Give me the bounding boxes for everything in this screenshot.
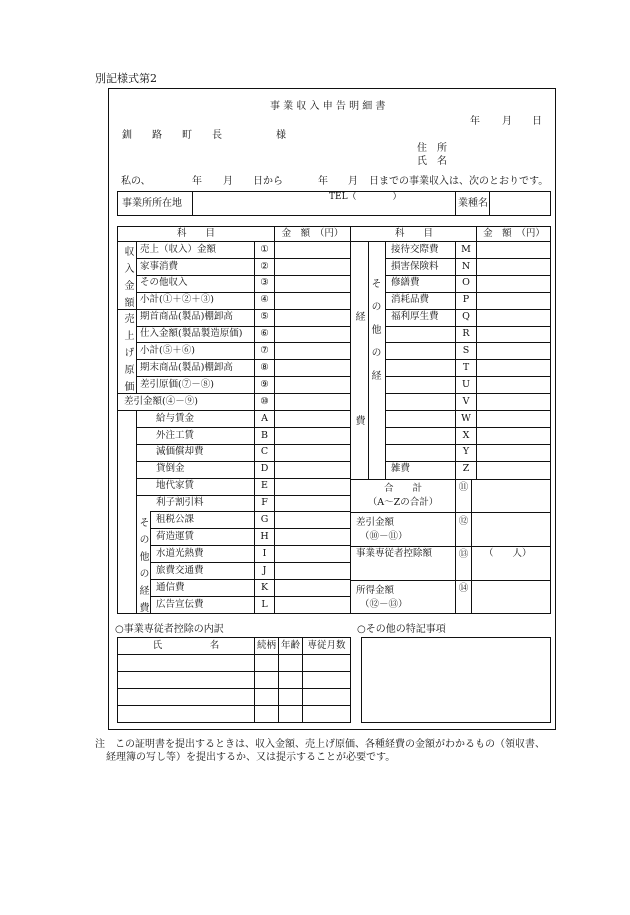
right-row-amount-field[interactable]	[477, 292, 550, 309]
right-row-code: P	[462, 294, 470, 306]
diff-amount-sub: （⑩－⑪）	[360, 531, 408, 543]
left-row-amount-field[interactable]	[275, 326, 349, 343]
left-row-amount-field[interactable]	[275, 393, 349, 410]
left-row-code: ⑧	[260, 361, 269, 373]
business-type-label: 業種名	[458, 198, 488, 209]
left-row-amount-field[interactable]	[275, 528, 349, 545]
statement-day1: 日から	[253, 176, 283, 187]
left-row-label: 荷造運賃	[156, 530, 195, 542]
left-row-code: ②	[260, 260, 269, 272]
left-row-amount-field[interactable]	[275, 478, 349, 495]
right-row-amount-field[interactable]	[477, 393, 550, 410]
left-row-code: L	[261, 598, 268, 610]
left-row-amount-field[interactable]	[275, 292, 349, 309]
income-amount-sub: （⑫－⑬）	[360, 599, 408, 611]
right-row-code: U	[461, 378, 470, 390]
right-row-code: O	[462, 277, 470, 289]
left-row-amount-field[interactable]	[275, 359, 349, 376]
right-row-label	[391, 342, 455, 359]
right-row-amount-field[interactable]	[477, 410, 550, 427]
left-row-amount-field[interactable]	[275, 258, 349, 275]
form-label: 別記様式第2	[95, 72, 157, 85]
right-row-code: Q	[462, 311, 470, 323]
family-deduction-label: 事業専従者控除額	[356, 548, 433, 560]
right-row-code: X	[462, 429, 470, 441]
diff-amount-field[interactable]	[472, 514, 550, 545]
right-row-amount-field[interactable]	[477, 342, 550, 359]
right-row-amount-field[interactable]	[477, 275, 550, 292]
group-cogs-label: 売上げ原価	[122, 313, 133, 398]
left-row-amount-field[interactable]	[275, 376, 349, 393]
left-row-code: I	[262, 547, 267, 559]
left-row-amount-field[interactable]	[275, 495, 349, 512]
applicant-name-label: 氏 名	[417, 156, 447, 167]
family-deduction-field[interactable]	[472, 562, 550, 579]
right-row-amount-field[interactable]	[477, 326, 550, 343]
right-row-code: S	[462, 345, 470, 357]
addressee-name: 釧 路 町 長	[122, 130, 222, 141]
diff-amount-label: 差引金額	[356, 517, 395, 529]
notes-field[interactable]	[361, 637, 551, 723]
left-row-amount-field[interactable]	[275, 562, 349, 579]
right-header-item: 科 目	[394, 228, 433, 240]
right-row-amount-field[interactable]	[477, 461, 550, 478]
left-row-label: 期首商品(製品)棚卸高	[140, 311, 233, 323]
right-row-label	[391, 359, 455, 376]
left-row-label: 減価償却費	[156, 446, 204, 458]
diff-amount-code: ⑫	[458, 516, 469, 528]
right-row-label: 消耗品費	[391, 294, 430, 306]
left-row-code: ⑦	[260, 345, 269, 357]
total-sum-label: 合 計	[383, 483, 422, 495]
left-row-label: 利子割引料	[156, 497, 204, 509]
income-amount-field[interactable]	[472, 581, 550, 613]
total-sum-sub: （A～Zの合計）	[367, 497, 439, 509]
left-row-code: ①	[260, 243, 269, 255]
applicant-address-label: 住 所	[417, 143, 447, 154]
left-row-code: J	[262, 564, 267, 576]
left-row-amount-field[interactable]	[275, 342, 349, 359]
right-row-label: 福利厚生費	[391, 311, 439, 323]
left-row-amount-field[interactable]	[275, 275, 349, 292]
right-row-amount-field[interactable]	[477, 376, 550, 393]
right-row-amount-field[interactable]	[477, 427, 550, 444]
office-phone-label: TEL（ ）	[329, 192, 402, 202]
right-row-label: 接待交際費	[391, 243, 439, 255]
left-row-code: ⑨	[260, 378, 269, 390]
right-row-code: N	[461, 260, 471, 272]
statement-month2: 月	[348, 176, 358, 187]
statement-day2: 日までの事業収入は、次のとおりです。	[369, 176, 549, 187]
left-row-amount-field[interactable]	[275, 309, 349, 326]
left-row-amount-field[interactable]	[275, 444, 349, 461]
left-row-label: 給与賃金	[156, 412, 195, 424]
left-row-code: H	[260, 530, 269, 542]
left-row-label: 家事消費	[140, 260, 179, 272]
footnote-line2: 経理簿の写し等）を提出するか、又は提示することが必要です。	[106, 752, 396, 763]
left-row-code: ④	[260, 294, 269, 306]
date-month: 月	[502, 116, 512, 127]
right-row-label	[391, 410, 455, 427]
left-row-code: ⑥	[260, 328, 269, 340]
group-right-other-label: その他の経	[369, 278, 380, 393]
date-year: 年	[470, 116, 480, 127]
right-row-label	[391, 393, 455, 410]
left-row-code: ⑩	[260, 395, 269, 407]
left-header-amount: 金 額 （円）	[281, 228, 344, 240]
statement-year2: 年	[318, 176, 328, 187]
left-row-code: F	[261, 497, 268, 509]
right-row-code: M	[461, 243, 471, 255]
left-row-label: 小計(①＋②＋③)	[140, 294, 214, 306]
right-row-label	[391, 427, 455, 444]
right-row-label: 損害保険料	[391, 260, 439, 272]
right-row-label: 雑費	[391, 463, 411, 475]
left-row-amount-field[interactable]	[275, 410, 349, 427]
total-sum-code: ⑪	[458, 482, 469, 494]
date-day: 日	[532, 116, 542, 127]
left-row-code: A	[261, 412, 268, 424]
right-row-amount-field[interactable]	[477, 309, 550, 326]
left-row-label: 差引金額(④－⑨)	[124, 395, 198, 407]
right-row-code: W	[461, 412, 471, 424]
business-type-field[interactable]	[490, 192, 550, 215]
employee-relation-header: 続柄	[256, 640, 276, 652]
right-row-amount-field[interactable]	[477, 241, 550, 258]
left-row-label: 期末商品(製品)棚卸高	[140, 361, 233, 373]
statement-month1: 月	[223, 176, 233, 187]
right-row-code: Z	[462, 463, 470, 475]
employee-months-header: 専従月数	[307, 640, 346, 652]
left-row-label: 地代家賃	[156, 480, 195, 492]
family-deduction-unit: （ 人）	[484, 548, 532, 560]
right-row-amount-field[interactable]	[477, 444, 550, 461]
income-amount-label: 所得金額	[356, 585, 395, 597]
left-row-label: その他収入	[140, 277, 188, 289]
left-row-amount-field[interactable]	[275, 241, 349, 258]
left-row-label: 差引原価(⑦－⑧)	[140, 378, 214, 390]
left-row-amount-field[interactable]	[275, 511, 349, 528]
left-row-code: D	[260, 463, 269, 475]
left-row-label: 仕入金額(製品製造原価)	[140, 328, 243, 340]
left-row-label: 売上（収入）金額	[140, 243, 217, 255]
notes-section-title: ○その他の特記事項	[357, 624, 446, 635]
right-row-code: Y	[462, 446, 470, 458]
left-row-amount-field[interactable]	[275, 545, 349, 562]
left-row-amount-field[interactable]	[275, 596, 349, 613]
left-row-code: ⑤	[260, 311, 269, 323]
income-amount-code: ⑭	[458, 583, 469, 595]
left-row-code: E	[261, 480, 268, 492]
left-row-amount-field[interactable]	[275, 461, 349, 478]
left-row-label: 小計(⑤＋⑥)	[140, 345, 195, 357]
family-deduction-code: ⑬	[458, 549, 469, 561]
right-header-amount: 金 額 （円）	[483, 228, 545, 240]
left-row-label: 貸倒金	[156, 463, 185, 475]
left-row-code: G	[260, 514, 269, 526]
group-expenses-label: 経費	[353, 311, 364, 519]
right-row-amount-field[interactable]	[477, 359, 550, 376]
left-row-amount-field[interactable]	[275, 579, 349, 596]
left-row-label: 通信費	[156, 581, 185, 593]
left-row-amount-field[interactable]	[275, 427, 349, 444]
right-row-code: R	[462, 328, 470, 340]
group-other-expense-label: その他の経費	[137, 517, 148, 619]
right-row-label: 修繕費	[391, 277, 420, 289]
left-row-code: ③	[260, 277, 269, 289]
statement-year1: 年	[192, 176, 202, 187]
left-row-label: 租税公課	[156, 514, 195, 526]
right-row-amount-field[interactable]	[477, 258, 550, 275]
employee-age-header: 年齢	[280, 640, 300, 652]
left-row-label: 水道光熱費	[156, 547, 204, 559]
left-row-code: C	[260, 446, 269, 458]
left-row-code: K	[260, 581, 269, 593]
total-sum-field[interactable]	[472, 480, 550, 512]
form-title: 事 業 収 入 申 告 明 細 書	[270, 101, 386, 112]
right-row-label	[391, 326, 455, 343]
statement-watashi: 私の、	[121, 176, 151, 187]
left-row-label: 広告宣伝費	[156, 598, 204, 610]
office-location-label: 事業所所在地	[122, 198, 182, 209]
right-row-label	[391, 444, 455, 461]
left-row-code: B	[261, 429, 268, 441]
employee-name-header: 氏 名	[152, 640, 220, 652]
right-row-code: T	[462, 361, 470, 373]
left-header-item: 科 目	[176, 228, 215, 240]
right-row-label	[391, 376, 455, 393]
left-row-label: 旅費交通費	[156, 564, 204, 576]
left-row-label: 外注工賃	[156, 429, 195, 441]
group-income-label: 収入金額	[122, 246, 133, 314]
addressee-honorific: 様	[276, 130, 286, 141]
office-location-field[interactable]	[193, 201, 454, 215]
footnote-line1: 注 この証明書を提出するときは、収入金額、売上げ原価、各種経費の金額がわかるもの（領収書、	[95, 739, 545, 750]
employee-section-title: ○事業専従者控除の内訳	[115, 624, 224, 635]
right-row-code: V	[462, 395, 470, 407]
